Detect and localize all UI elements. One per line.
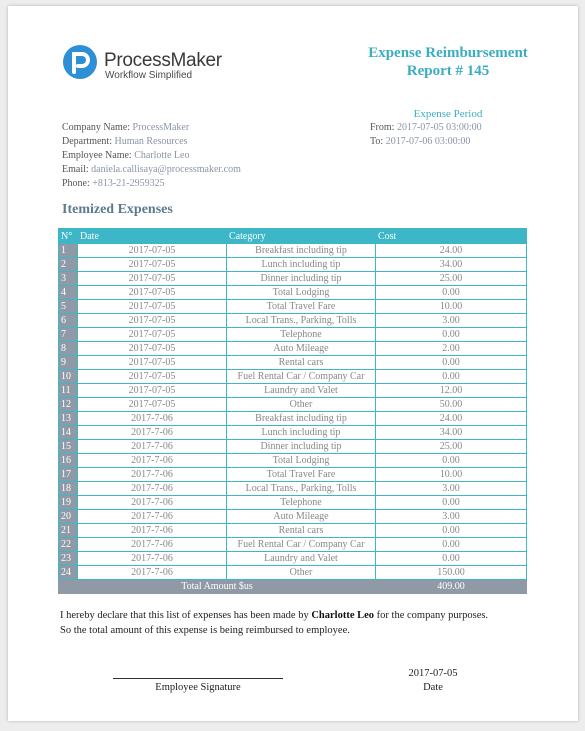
row-cost: 0.00	[376, 286, 527, 300]
header-date: Date	[78, 229, 227, 244]
row-cost: 150.00	[376, 566, 527, 580]
row-num: 19	[59, 496, 78, 510]
header-cost: Cost	[376, 229, 527, 244]
row-date: 2017-7-06	[78, 454, 227, 468]
signature-date-label: Date	[423, 682, 443, 693]
table-row	[59, 300, 527, 314]
row-cost: 3.00	[376, 482, 527, 496]
table-row	[59, 496, 527, 510]
report-title	[358, 44, 538, 80]
row-category: Local Trans., Parking, Tolls	[227, 482, 376, 496]
row-category: Rental cars	[227, 356, 376, 370]
row-cost: 25.00	[376, 272, 527, 286]
row-cost: 10.00	[376, 300, 527, 314]
email-value: daniela.callisaya@processmaker.com	[91, 164, 241, 175]
row-cost: 24.00	[376, 244, 527, 258]
processmaker-logo	[62, 44, 222, 86]
report-page	[8, 6, 578, 721]
table-row	[59, 398, 527, 412]
row-category: Other	[227, 566, 376, 580]
row-category: Telephone	[227, 496, 376, 510]
row-cost: 10.00	[376, 468, 527, 482]
table-row	[59, 552, 527, 566]
phone-label: Phone:	[62, 178, 90, 189]
employee-signature-label: Employee Signature	[155, 682, 241, 693]
row-date: 2017-7-06	[78, 496, 227, 510]
period-to-value: 2017-07-06 03:00:00	[385, 136, 471, 147]
row-cost: 12.00	[376, 384, 527, 398]
row-cost: 34.00	[376, 426, 527, 440]
row-num: 15	[59, 440, 78, 454]
section-title: Itemized Expenses	[62, 202, 173, 217]
row-cost: 50.00	[376, 398, 527, 412]
row-num: 10	[59, 370, 78, 384]
row-num: 5	[59, 300, 78, 314]
row-num: 13	[59, 412, 78, 426]
expense-table	[58, 228, 527, 594]
row-cost: 25.00	[376, 440, 527, 454]
table-row	[59, 314, 527, 328]
table-header-row	[59, 229, 527, 244]
row-date: 2017-7-06	[78, 566, 227, 580]
table-row	[59, 384, 527, 398]
row-cost: 34.00	[376, 258, 527, 272]
row-category: Local Trans., Parking, Tolls	[227, 314, 376, 328]
row-num: 8	[59, 342, 78, 356]
table-row	[59, 356, 527, 370]
total-row	[59, 580, 527, 594]
row-date: 2017-07-05	[78, 244, 227, 258]
employee-label: Employee Name:	[62, 150, 132, 161]
table-row	[59, 454, 527, 468]
row-cost: 0.00	[376, 356, 527, 370]
row-date: 2017-07-05	[78, 370, 227, 384]
declaration-line2: So the total amount of this expense is being reimbursed to employee.	[60, 625, 350, 636]
table-row	[59, 342, 527, 356]
row-cost: 0.00	[376, 552, 527, 566]
table-row	[59, 510, 527, 524]
row-date: 2017-07-05	[78, 398, 227, 412]
row-category: Laundry and Valet	[227, 552, 376, 566]
table-row	[59, 328, 527, 342]
row-category: Lunch including tip	[227, 426, 376, 440]
expense-period-label: Expense Period	[413, 108, 483, 120]
table-row	[59, 244, 527, 258]
row-date: 2017-7-06	[78, 426, 227, 440]
table-row	[59, 272, 527, 286]
row-date: 2017-07-05	[78, 272, 227, 286]
row-date: 2017-07-05	[78, 300, 227, 314]
declaration	[60, 608, 530, 638]
row-num: 3	[59, 272, 78, 286]
row-num: 12	[59, 398, 78, 412]
table-row	[59, 286, 527, 300]
row-cost: 3.00	[376, 510, 527, 524]
row-category: Breakfast including tip	[227, 244, 376, 258]
report-title-line1: Expense Reimbursement	[368, 45, 528, 61]
company-label: Company Name:	[62, 122, 131, 133]
employee-value: Charlotte Leo	[134, 150, 190, 161]
processmaker-logo-icon	[62, 44, 98, 80]
row-category: Total Lodging	[227, 454, 376, 468]
row-category: Auto Mileage	[227, 510, 376, 524]
declaration-part1: I hereby declare that this list of expenses has been made by	[60, 610, 312, 621]
row-category: Other	[227, 398, 376, 412]
row-num: 2	[59, 258, 78, 272]
row-date: 2017-7-06	[78, 440, 227, 454]
row-category: Breakfast including tip	[227, 412, 376, 426]
table-row	[59, 370, 527, 384]
row-num: 7	[59, 328, 78, 342]
logo-tagline: Workflow Simplified	[105, 70, 193, 81]
row-category: Total Travel Fare	[227, 468, 376, 482]
row-date: 2017-07-05	[78, 258, 227, 272]
period-from	[370, 122, 482, 133]
row-date: 2017-07-05	[78, 328, 227, 342]
department-row	[62, 135, 241, 149]
employee-row	[62, 149, 241, 163]
row-date: 2017-07-05	[78, 356, 227, 370]
row-category: Total Lodging	[227, 286, 376, 300]
row-cost: 0.00	[376, 370, 527, 384]
row-num: 17	[59, 468, 78, 482]
phone-value: +813-21-2959325	[92, 178, 165, 189]
row-num: 16	[59, 454, 78, 468]
row-date: 2017-7-06	[78, 412, 227, 426]
row-category: Telephone	[227, 328, 376, 342]
row-date: 2017-07-05	[78, 286, 227, 300]
row-category: Rental cars	[227, 524, 376, 538]
period-to-label: To:	[370, 136, 384, 147]
row-num: 22	[59, 538, 78, 552]
row-cost: 3.00	[376, 314, 527, 328]
row-date: 2017-7-06	[78, 538, 227, 552]
row-cost: 0.00	[376, 454, 527, 468]
row-category: Fuel Rental Car / Company Car	[227, 538, 376, 552]
table-row	[59, 468, 527, 482]
table-row	[59, 538, 527, 552]
row-date: 2017-7-06	[78, 468, 227, 482]
total-label: Total Amount $us	[59, 580, 376, 594]
row-num: 23	[59, 552, 78, 566]
header-category: Category	[227, 229, 376, 244]
row-category: Fuel Rental Car / Company Car	[227, 370, 376, 384]
row-num: 21	[59, 524, 78, 538]
table-row	[59, 566, 527, 580]
row-num: 4	[59, 286, 78, 300]
table-row	[59, 426, 527, 440]
row-cost: 0.00	[376, 496, 527, 510]
row-cost: 2.00	[376, 342, 527, 356]
declaration-part2: for the company purposes.	[374, 610, 489, 621]
company-row	[62, 121, 241, 135]
department-label: Department:	[62, 136, 112, 147]
row-date: 2017-07-05	[78, 384, 227, 398]
report-title-line2: Report # 145	[406, 63, 490, 79]
row-date: 2017-7-06	[78, 482, 227, 496]
row-num: 6	[59, 314, 78, 328]
row-category: Laundry and Valet	[227, 384, 376, 398]
total-value: 409.00	[376, 580, 527, 594]
row-category: Dinner including tip	[227, 440, 376, 454]
row-num: 20	[59, 510, 78, 524]
row-date: 2017-7-06	[78, 524, 227, 538]
department-value: Human Resources	[114, 136, 188, 147]
employee-info	[62, 121, 241, 191]
header-num: N°	[59, 229, 78, 244]
row-num: 24	[59, 566, 78, 580]
row-date: 2017-7-06	[78, 510, 227, 524]
row-date: 2017-7-06	[78, 552, 227, 566]
row-category: Lunch including tip	[227, 258, 376, 272]
table-row	[59, 258, 527, 272]
logo-name: ProcessMaker	[104, 50, 222, 71]
row-num: 11	[59, 384, 78, 398]
row-category: Dinner including tip	[227, 272, 376, 286]
company-value: ProcessMaker	[132, 122, 190, 133]
table-row	[59, 482, 527, 496]
row-cost: 0.00	[376, 538, 527, 552]
row-date: 2017-07-05	[78, 342, 227, 356]
row-cost: 24.00	[376, 412, 527, 426]
phone-row	[62, 177, 241, 191]
email-row	[62, 163, 241, 177]
table-row	[59, 524, 527, 538]
row-category: Total Travel Fare	[227, 300, 376, 314]
period-from-value: 2017-07-05 03:00:00	[396, 122, 482, 133]
row-date: 2017-07-05	[78, 314, 227, 328]
row-cost: 0.00	[376, 524, 527, 538]
table-row	[59, 412, 527, 426]
signature-line	[113, 678, 283, 679]
declaration-line1	[60, 608, 530, 623]
row-num: 18	[59, 482, 78, 496]
row-num: 9	[59, 356, 78, 370]
row-num: 1	[59, 244, 78, 258]
table-row	[59, 440, 527, 454]
email-label: Email:	[62, 164, 89, 175]
row-category: Auto Mileage	[227, 342, 376, 356]
row-cost: 0.00	[376, 328, 527, 342]
signature-date-value: 2017-07-05	[408, 668, 458, 679]
period-to	[370, 136, 470, 147]
row-num: 14	[59, 426, 78, 440]
period-from-label: From:	[370, 122, 395, 133]
declaration-employee: Charlotte Leo	[311, 610, 375, 621]
